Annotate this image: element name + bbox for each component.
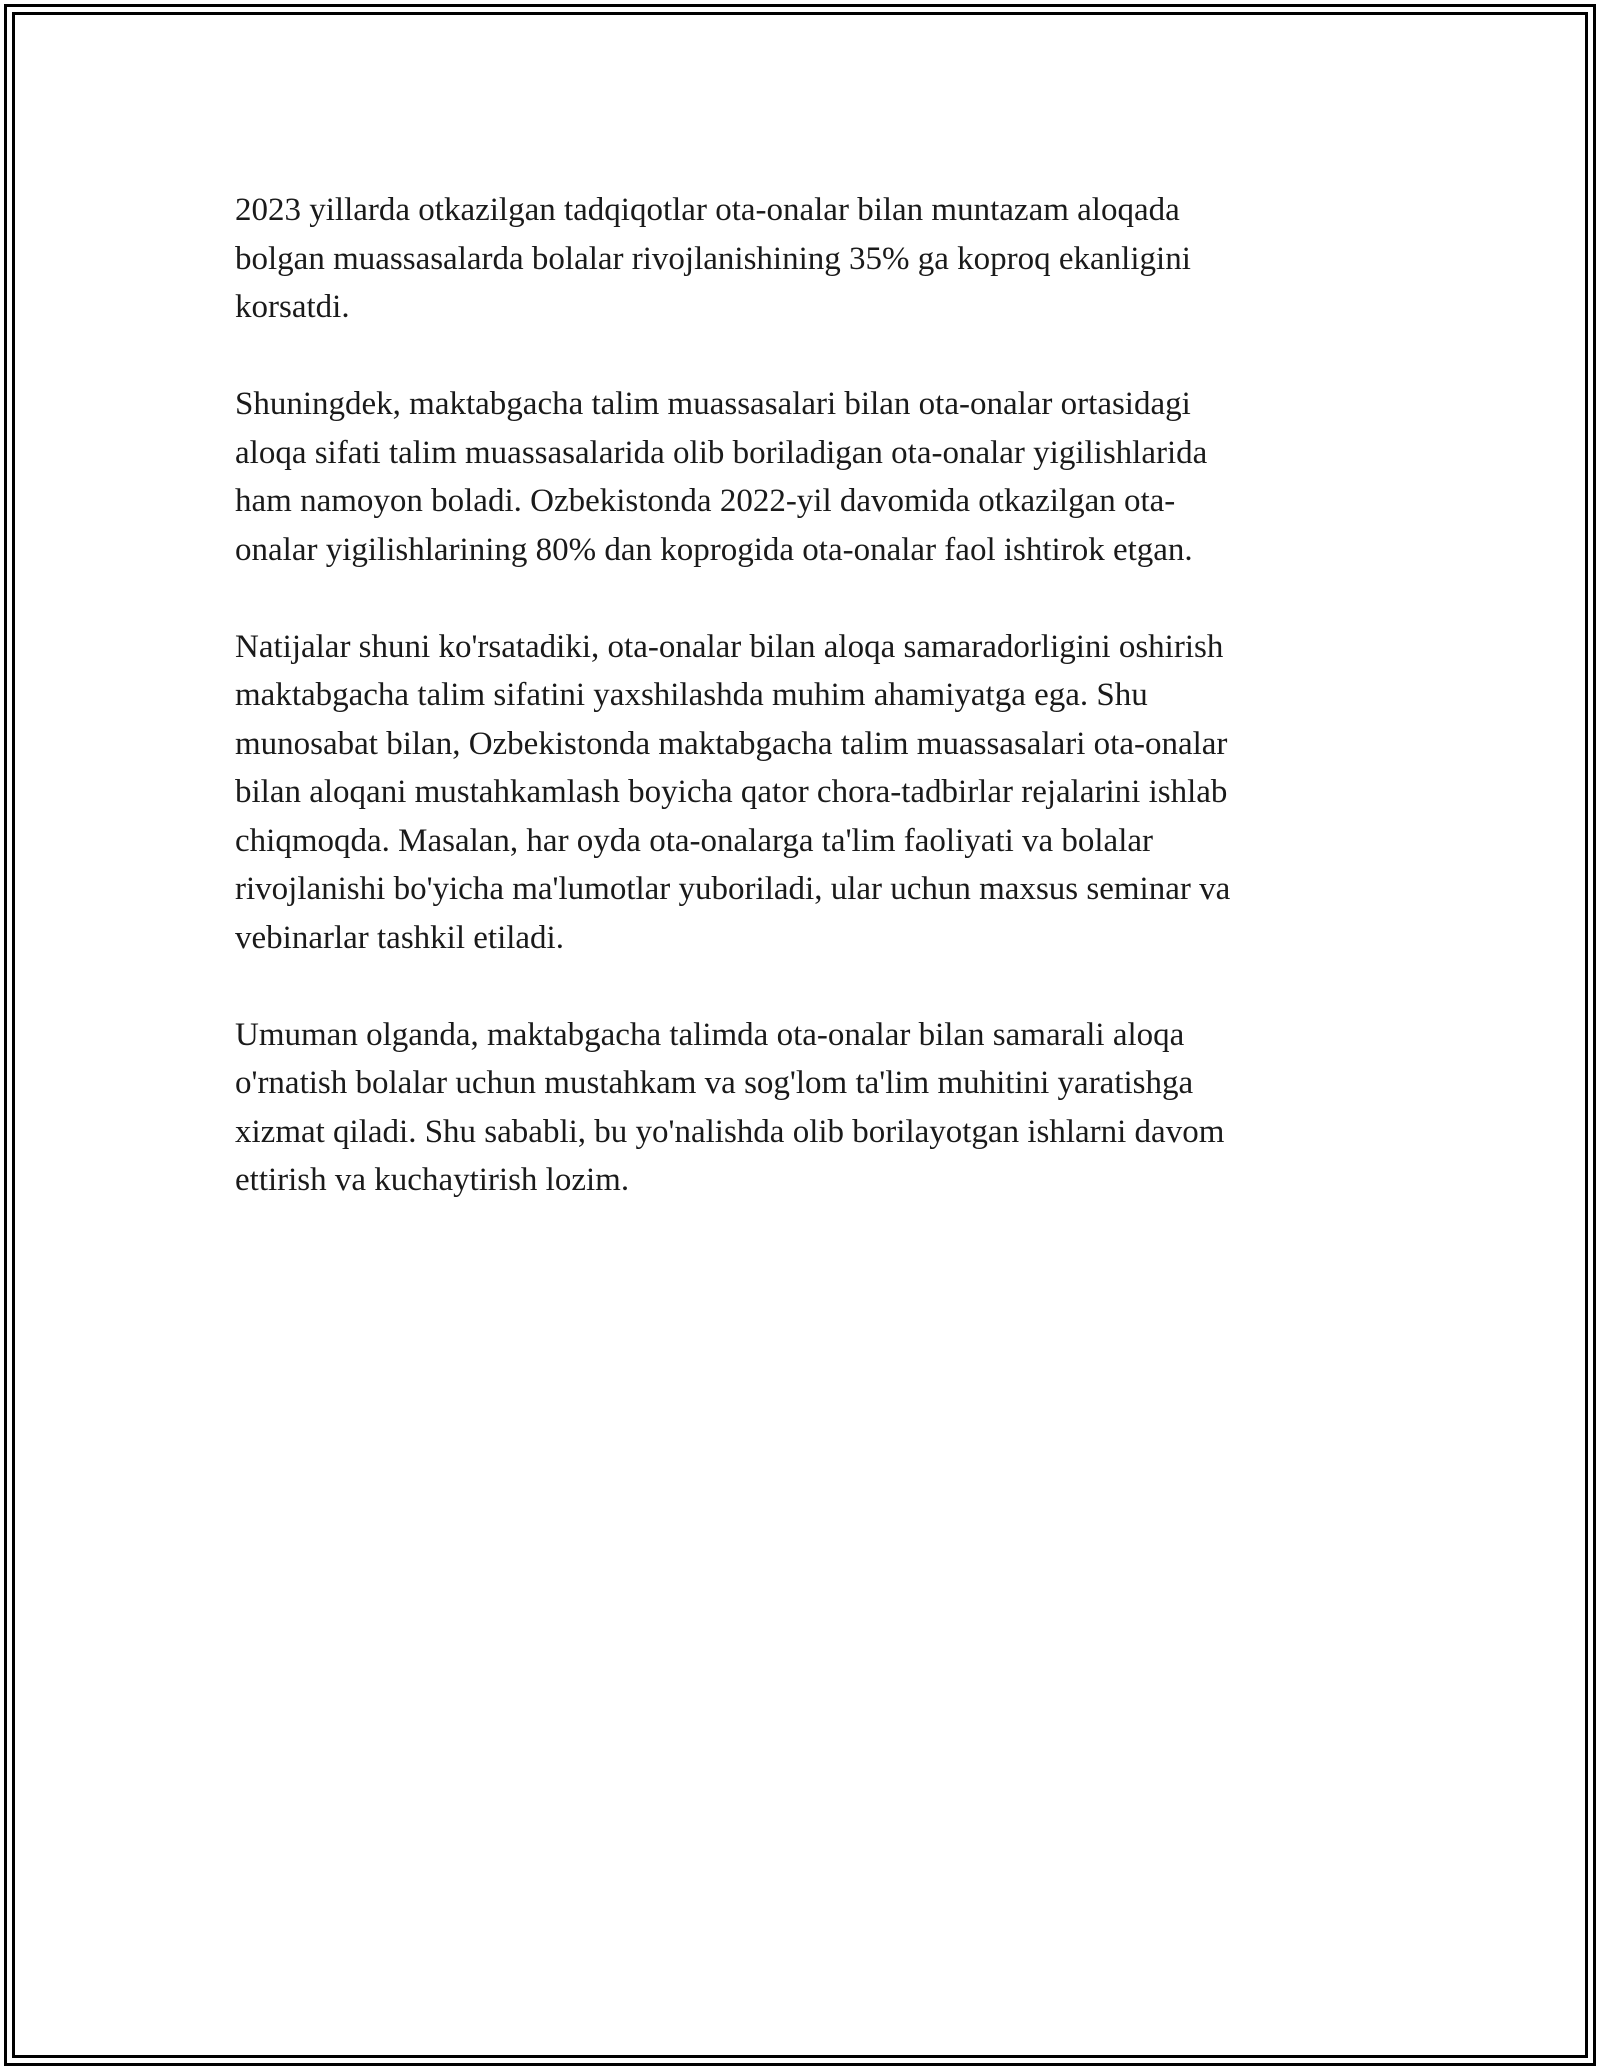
text-line: bolgan muassasalarda bolalar rivojlanishining 35% ga koproq ekanligini [235,240,1191,277]
text-line: maktabgacha talim sifatini yaxshilashda muhim ahamiyatga ega. Shu [235,677,1148,713]
text-line: rivojlanishi bo'yicha ma'lumotlar yuboriladi, ular uchun maxsus seminar va [235,871,1231,907]
text-line: 2023 yillarda otkazilgan tadqiqotlar ota-onalar bilan muntazam aloqada [235,192,1180,228]
text-line: Shuningdek, maktabgacha talim muassasalari bilan ota-onalar ortasidagi [235,386,1191,422]
text-line: bilan aloqani mustahkamlash boyicha qator chora-tadbirlar rejalarini ishlab [235,774,1228,810]
text-line: munosabat bilan, Ozbekistonda maktabgacha talim muassasalari ota-onalar [235,725,1228,762]
text-line: aloqa sifati talim muassasalarida olib boriladigan ota-onalar yigilishlarida [235,434,1208,471]
text-line: chiqmoqda. Masalan, har oyda ota-onalarga ta'lim faoliyati va bolalar [235,822,1154,859]
document-body [235,186,1355,1253]
paragraph-3 [235,623,1355,963]
text-line: korsatdi. [235,289,350,325]
text-line: onalar yigilishlarining 80% dan koprogida ota-onalar faol ishtirok etgan. [235,531,1193,568]
text-line: ettirish va kuchaytirish lozim. [235,1162,630,1198]
text-line: xizmat qiladi. Shu sababli, bu yo'nalishda olib borilayotgan ishlarni davom [235,1113,1225,1150]
text-line: Natijalar shuni ko'rsatadiki, ota-onalar bilan aloqa samaradorligini oshirish [235,628,1224,665]
paragraph-1 [235,186,1355,332]
text-line: Umuman olganda, maktabgacha talimda ota-onalar bilan samarali aloqa [235,1016,1185,1053]
paragraph-2 [235,380,1355,574]
text-line: vebinarlar tashkil etiladi. [235,919,564,956]
paragraph-4 [235,1011,1355,1205]
text-line: ham namoyon boladi. Ozbekistonda 2022-yil davomida otkazilgan ota- [235,483,1176,519]
text-line: o'rnatish bolalar uchun mustahkam va sog'lom ta'lim muhitini yaratishga [235,1065,1194,1101]
